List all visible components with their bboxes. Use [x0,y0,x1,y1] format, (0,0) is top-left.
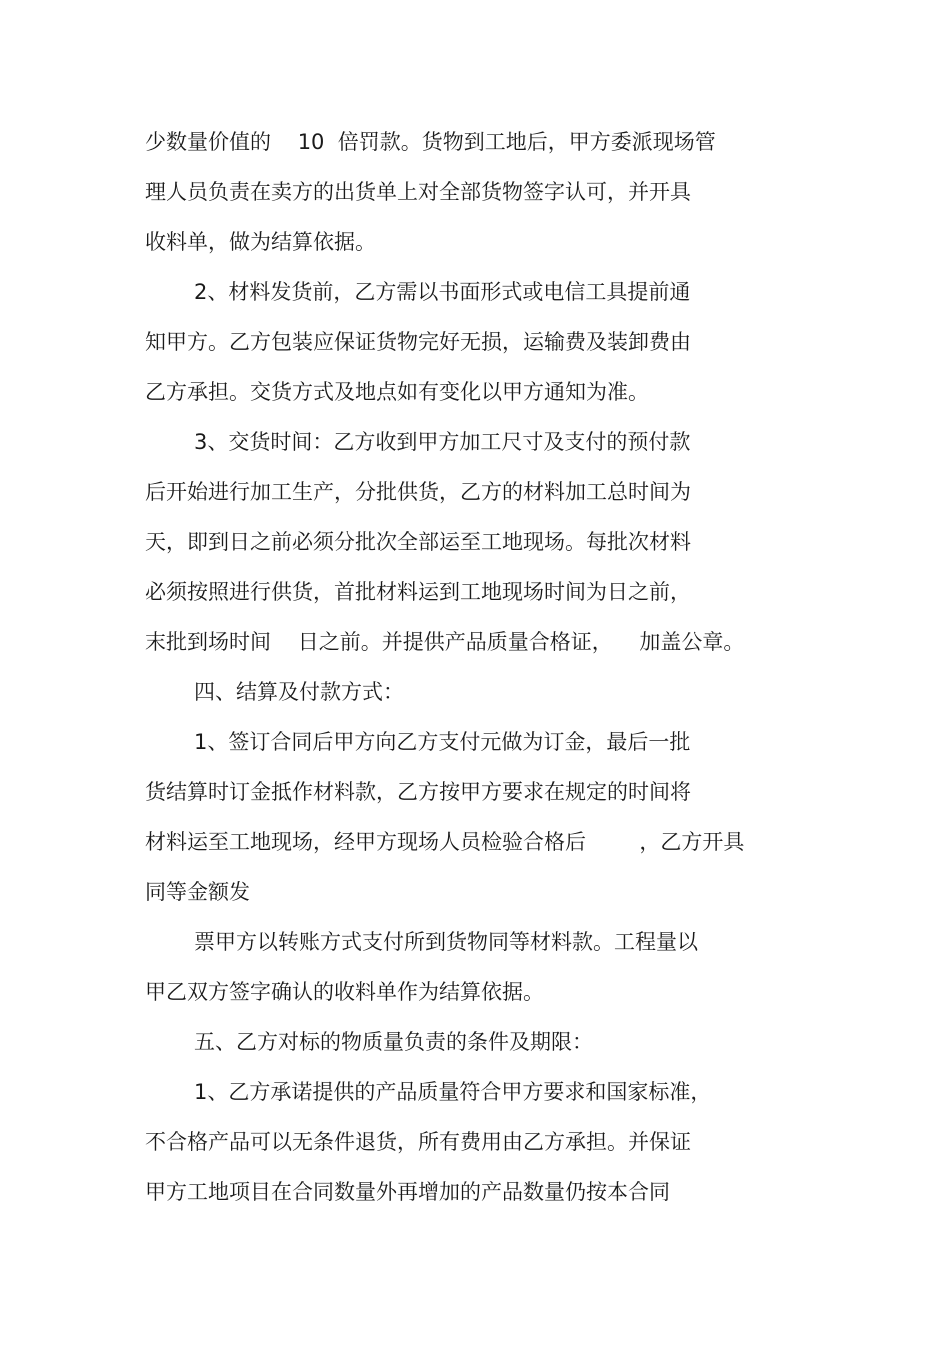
text-line: 货结算时订金抵作材料款，乙方按甲方要求在规定的时间将 [145,780,691,804]
text-line: 少数量价值的 10 倍罚款。货物到工地后，甲方委派现场管 [145,130,716,154]
text-line: 末批到场时间 日之前。并提供产品质量合格证， 加盖公章。 [145,630,745,654]
text-line: 1、签订合同后甲方向乙方支付元做为订金，最后一批 [194,730,691,754]
text-line: 2、材料发货前，乙方需以书面形式或电信工具提前通 [194,280,691,304]
text-line: 甲乙双方签字确认的收料单作为结算依据。 [145,980,544,1004]
text-line: 知甲方。乙方包装应保证货物完好无损，运输费及装卸费由 [145,330,691,354]
text-line: 理人员负责在卖方的出货单上对全部货物签字认可，并开具 [145,180,691,204]
text-line: 同等金额发 [145,880,250,904]
text-line: 甲方工地项目在合同数量外再增加的产品数量仍按本合同 [145,1180,670,1204]
text-line: 1、乙方承诺提供的产品质量符合甲方要求和国家标准， [194,1080,712,1104]
text-line: 天，即到日之前必须分批次全部运至工地现场。每批次材料 [145,530,691,554]
text-line: 3、交货时间：乙方收到甲方加工尺寸及支付的预付款 [194,430,691,454]
text-line: 后开始进行加工生产，分批供货，乙方的材料加工总时间为 [145,480,691,504]
section-heading: 五、乙方对标的物质量负责的条件及期限： [194,1030,593,1054]
text-line: 材料运至工地现场，经甲方现场人员检验合格后 ，乙方开具 [145,830,745,854]
text-line: 票甲方以转账方式支付所到货物同等材料款。工程量以 [194,930,698,954]
text-line: 必须按照进行供货，首批材料运到工地现场时间为日之前， [145,580,691,604]
text-line: 乙方承担。交货方式及地点如有变化以甲方通知为准。 [145,380,649,404]
text-line: 不合格产品可以无条件退货，所有费用由乙方承担。并保证 [145,1130,691,1154]
text-line: 收料单，做为结算依据。 [145,230,376,254]
section-heading: 四、结算及付款方式： [194,680,404,704]
